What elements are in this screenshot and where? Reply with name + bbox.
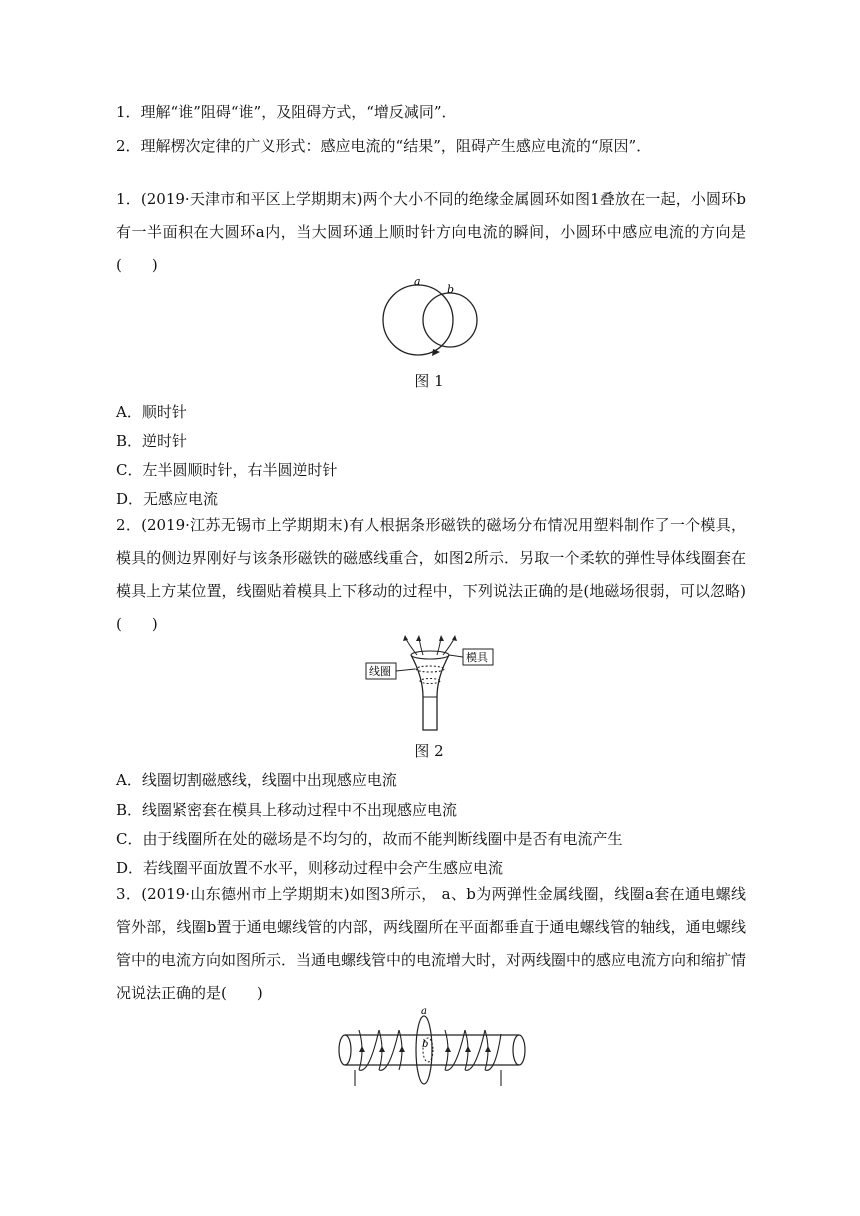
objective-1: 1．理解“谁”阻碍“谁”，及阻碍方式，“增反减同”． bbox=[116, 103, 457, 121]
q2-option-b: B．线圈紧密套在模具上移动过程中不出现感应电流 bbox=[116, 801, 458, 819]
question-3-stem: 3．(2019·山东德州市上学期期末)如图3所示， a、b为两弹性金属线圈，线圈a套在通电螺线管外部，线圈b置于通电螺线管的内部，两线圈所在平面都垂直于通电螺线管的轴线，通电螺线管中的电流方向如图所示．当通电螺线管中的电流增大时，对两线圈中的感应电流方向和缩扩情况说法正确的是( ) bbox=[116, 885, 747, 1002]
figure-1-caption: 图 1 bbox=[414, 372, 444, 390]
objective-2: 2．理解楞次定律的广义形式：感应电流的“结果”，阻碍产生感应电流的“原因”． bbox=[116, 137, 652, 155]
question-1-stem: 1．(2019·天津市和平区上学期期末)两个大小不同的绝缘金属圆环如图1叠放在一起，小圆环b有一半面积在大圆环a内，当大圆环通上顺时针方向电流的瞬间，小圆环中感应电流的方向是( ) bbox=[116, 190, 746, 274]
q2-option-d: D．若线圈平面放置不水平，则移动过程中会产生感应电流 bbox=[116, 859, 504, 877]
label-coil: 线圈 bbox=[369, 665, 391, 678]
q2-option-c: C．由于线圈所在处的磁场是不均匀的，故而不能判断线圈中是否有电流产生 bbox=[116, 830, 623, 848]
label-b-coil: b bbox=[422, 1039, 429, 1050]
figure-2-caption: 图 2 bbox=[414, 742, 444, 760]
label-a-coil: a bbox=[421, 1006, 427, 1017]
label-b: b bbox=[447, 283, 455, 296]
ring-b bbox=[423, 293, 477, 347]
question-2-stem: 2．(2019·江苏无锡市上学期期末)有人根据条形磁铁的磁场分布情况用塑料制作了一个模具，模具的侧边界刚好与该条形磁铁的磁感线重合，如图2所示．另取一个柔软的弹性导体线圈套在模具上方某位置，线圈贴着模具上下移动的过程中，下列说法正确的是(地磁场很弱，可以忽略)( ) bbox=[116, 516, 746, 633]
figure-1-rings bbox=[370, 276, 490, 366]
q1-option-d: D．无感应电流 bbox=[116, 490, 219, 508]
ring-a bbox=[383, 285, 453, 355]
q1-option-b: B．逆时针 bbox=[116, 432, 188, 450]
figure-3-solenoid bbox=[335, 1004, 535, 1094]
q1-option-a: A．顺时针 bbox=[116, 403, 187, 421]
figure-2-mold bbox=[365, 633, 495, 733]
q1-option-c: C．左半圆顺时针，右半圆逆时针 bbox=[116, 461, 338, 479]
label-a: a bbox=[414, 275, 421, 288]
label-mold: 模具 bbox=[466, 651, 488, 664]
q2-option-a: A．线圈切割磁感线，线圈中出现感应电流 bbox=[116, 771, 397, 789]
